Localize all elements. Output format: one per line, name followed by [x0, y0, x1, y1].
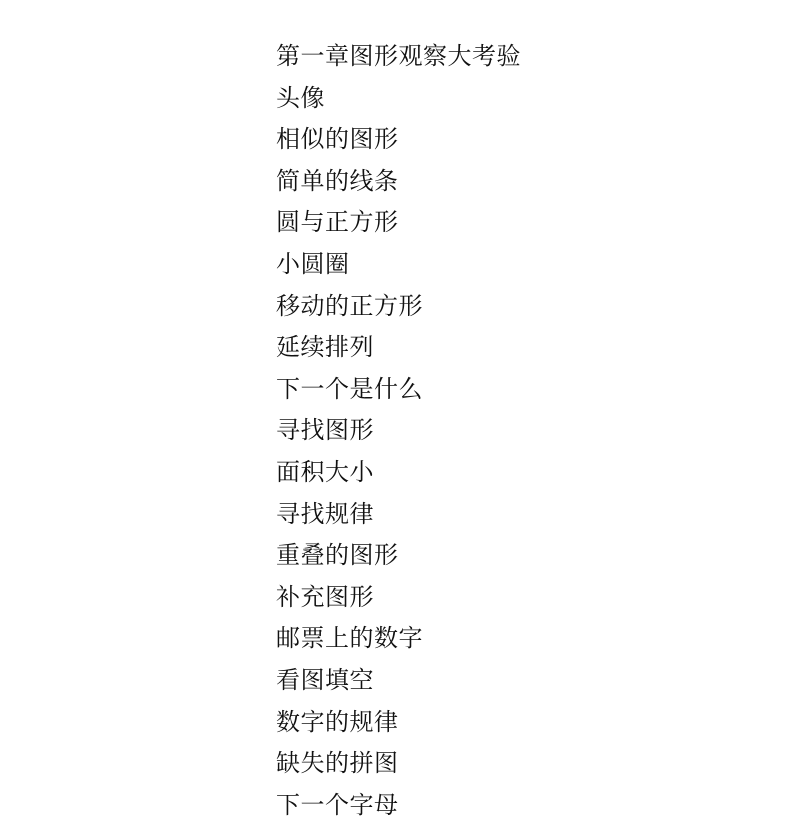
- toc-entry[interactable]: 重叠的图形: [276, 541, 399, 570]
- toc-entry[interactable]: 移动的正方形: [276, 291, 423, 320]
- toc-entry[interactable]: 简单的线条: [276, 166, 399, 195]
- table-of-contents: [276, 36, 521, 826]
- toc-entry[interactable]: 小圆圈: [276, 249, 350, 278]
- toc-entry[interactable]: 延续排列: [276, 333, 374, 362]
- toc-entry[interactable]: 数字的规律: [276, 707, 399, 736]
- toc-entry[interactable]: 下一个是什么: [276, 374, 423, 403]
- toc-entry[interactable]: 补充图形: [276, 582, 374, 611]
- toc-entry[interactable]: 寻找规律: [276, 499, 374, 528]
- toc-entry[interactable]: 头像: [276, 83, 325, 112]
- toc-entry[interactable]: 看图填空: [276, 665, 374, 694]
- toc-entry[interactable]: 面积大小: [276, 457, 374, 486]
- toc-entry[interactable]: 缺失的拼图: [276, 749, 399, 778]
- toc-entry[interactable]: 圆与正方形: [276, 208, 399, 237]
- toc-chapter-title[interactable]: 第一章图形观察大考验: [276, 42, 521, 70]
- toc-entry[interactable]: 下一个字母: [276, 790, 399, 819]
- toc-entry[interactable]: 邮票上的数字: [276, 624, 423, 653]
- toc-entry[interactable]: 寻找图形: [276, 416, 374, 445]
- toc-entry[interactable]: 相似的图形: [276, 125, 399, 154]
